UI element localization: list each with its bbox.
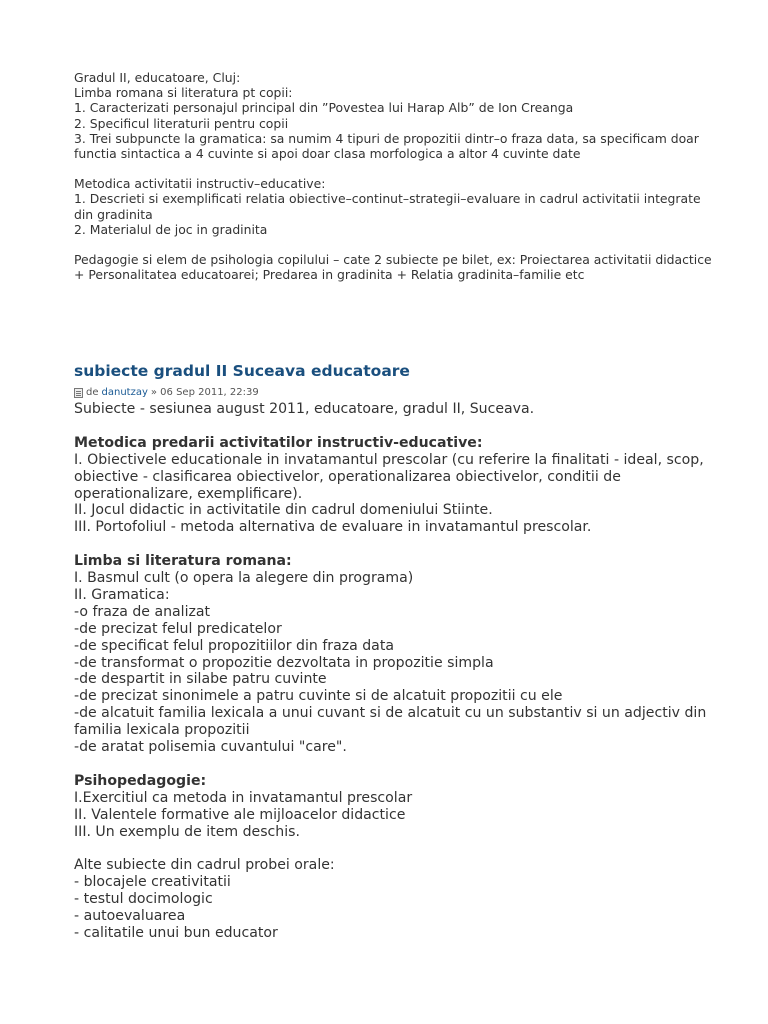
list-item: 1. Descrieti si exemplificati relatia obiective–continut–strategii–evaluare in cadrul activitatii integrate din gradinita [74, 191, 701, 222]
section-heading: Psihopedagogie: [74, 772, 207, 789]
text-line: Pedagogie si elem de psihologia copilului – cate 2 subiecte pe bilet, ex: Proiectarea activitatii didactice + Personalitatea educatoarei; Predarea in gradinita + Relatia gradinita–familie etc [74, 252, 712, 283]
text-line: Gradul II, educatoare, Cluj: [74, 70, 241, 85]
list-item: -de aratat polisemia cuvantului "care". [74, 739, 347, 756]
list-item: -de transformat o propozitie dezvoltata in propozitie simpla [74, 654, 494, 671]
list-item: II. Gramatica: [74, 586, 170, 603]
list-item: -de despartit in silabe patru cuvinte [74, 671, 327, 688]
list-item: 3. Trei subpuncte la gramatica: sa numim 4 tipuri de propozitii dintr–o fraza data, sa specificam doar functia sintactica a 4 cuvinte si apoi doar clasa morfologica a altor 4 cuvinte date [74, 130, 699, 162]
list-item: - blocajele creativitatii [74, 874, 231, 891]
post-icon[interactable] [74, 388, 83, 398]
list-item: III. Un exemplu de item deschis. [74, 823, 300, 840]
list-item: II. Valentele formative ale mijloacelor didactice [74, 806, 406, 823]
document-text-top [74, 70, 714, 282]
list-item: -de alcatuit familia lexicala a unui cuvant si de alcatuit cu un substantiv si un adjectiv din familia lexicala propozitii [74, 705, 707, 739]
post-date: » 06 Sep 2011, 22:39 [150, 387, 259, 398]
section-heading: Alte subiecte din cadrul probei orale: [74, 857, 335, 874]
list-item: -de precizat felul predicatelor [74, 620, 282, 637]
list-item: II. Jocul didactic in activitatile din cadrul domeniului Stiinte. [74, 502, 493, 519]
list-item: III. Portofoliul - metoda alternativa de evaluare in invatamantul prescolar. [74, 519, 592, 536]
post-intro: Subiecte - sesiunea august 2011, educatoare, gradul II, Suceava. [74, 401, 535, 417]
text-line: Metodica activitatii instructiv–educative: [74, 176, 326, 192]
list-item: - autoevaluarea [74, 908, 186, 925]
list-item: -o fraza de analizat [74, 603, 211, 620]
list-item: I. Obiectivele educationale in invatamantul prescolar (cu referire la finalitati - ideal, scop, obiective - clasificarea obiectivelor, operationalizarea obiectivelor, conditii de operationalizare, exemplificare). [74, 451, 704, 502]
section-heading: Limba si literatura romana: [74, 553, 292, 570]
list-item: I.Exercitiul ca metoda in invatamantul prescolar [74, 789, 413, 806]
list-item: 2. Materialul de joc in gradinita [74, 221, 268, 237]
list-item: - testul docimologic [74, 891, 213, 908]
list-item: 1. Caracterizati personajul principal din ”Povestea lui Harap Alb” de Ion Creanga [74, 100, 574, 116]
list-item: -de specificat felul propozitiilor din fraza data [74, 637, 394, 654]
text-line: Limba romana si literatura pt copii: [74, 85, 293, 101]
section-heading: Metodica predarii activitatilor instructiv-educative: [74, 434, 483, 451]
author-link[interactable]: danutzay [101, 387, 148, 398]
post-meta [74, 387, 259, 398]
post-body [74, 401, 714, 942]
post-title[interactable]: subiecte gradul II Suceava educatoare [74, 362, 410, 380]
list-item: 2. Specificul literaturii pentru copii [74, 115, 289, 131]
list-item: I. Basmul cult (o opera la alegere din programa) [74, 570, 414, 587]
list-item: - calitatile unui bun educator [74, 925, 278, 942]
list-item: -de precizat sinonimele a patru cuvinte si de alcatuit propozitii cu ele [74, 688, 563, 705]
meta-by: de [86, 387, 99, 398]
